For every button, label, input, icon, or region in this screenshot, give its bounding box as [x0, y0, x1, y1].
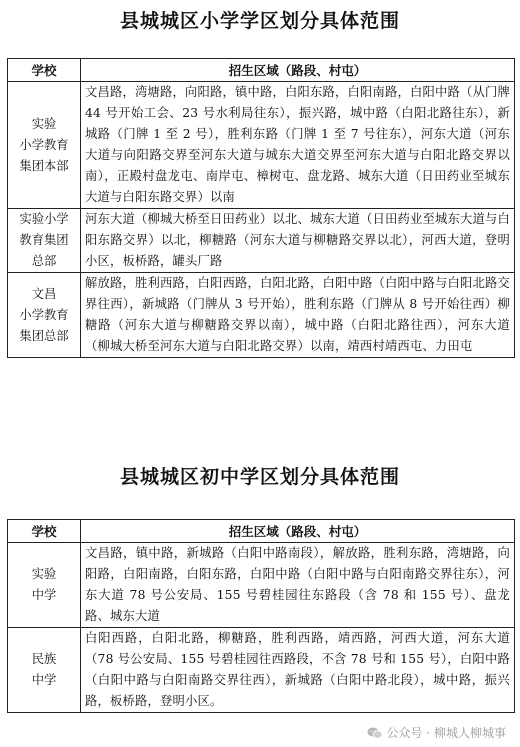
enrollment-area: 解放路，胜利西路，白阳西路，白阳北路，白阳中路（白阳中路与白阳北路交界往西），新城路（门牌从 3 号开始），胜利东路（门牌从 8 号开始往西）柳糖路（河东大道与柳糖路交界以南），城中路（白阳北路往西），河东大道（柳城大桥至河东大道与白阳北路交界）以南，靖西村靖西屯、力田屯 — [81, 273, 515, 358]
primary-school-district-table — [7, 58, 515, 358]
header-area: 招生区域（路段、村屯） — [81, 59, 515, 82]
middle-school-district-table — [7, 519, 515, 713]
table-row — [8, 273, 515, 358]
watermark — [367, 724, 506, 741]
table-row — [8, 543, 515, 628]
table-header-row — [8, 520, 515, 543]
middle-school-title: 县城城区初中学区划分具体范围 — [119, 466, 400, 488]
header-area: 招生区域（路段、村屯） — [81, 520, 515, 543]
enrollment-area: 文昌路，湾塘路，向阳路，镇中路，白阳东路，白阳南路，白阳中路（从门牌 44 号开始工会、23 号水利局往东），振兴路，城中路（白阳北路往东），新城路（门牌 1 至 2 号），胜利东路（门牌 1 至 7 号往东），河东大道（河东大道与向阳路交界至河东大道与城东大道交界至河东大道与白阳北路交界以南），正殿村盘龙屯、南岸屯、樟树屯、盘龙路、城东大道（日田药业至城东大道与白阳东路交界）以南 — [81, 82, 515, 209]
header-school: 学校 — [8, 520, 81, 543]
enrollment-area: 河东大道（柳城大桥至日田药业）以北、城东大道（日田药业至城东大道与白阳东路交界）以北，柳糖路（河东大道与柳糖路交界以北），河西大道，登明小区，板桥路，罐头厂路 — [81, 209, 515, 273]
wechat-icon — [367, 727, 383, 739]
table-row — [8, 209, 515, 273]
primary-school-title: 县城城区小学学区划分具体范围 — [119, 10, 400, 32]
school-name: 文昌 小学教育 集团总部 — [8, 273, 81, 358]
school-name: 实验 小学教育 集团本部 — [8, 82, 81, 209]
school-name: 民族 中学 — [8, 628, 81, 713]
watermark-text: 公众号 · 柳城人柳城事 — [386, 726, 506, 740]
header-school: 学校 — [8, 59, 81, 82]
enrollment-area: 白阳西路，白阳北路，柳糖路，胜利西路，靖西路，河西大道，河东大道（78 号公安局、155 号碧桂园往西路段，不含 78 号和 155 号），白阳中路（白阳中路与白阳南路交界往西），新城路（白阳中路北段），城中路，振兴路，板桥路，登明小区。 — [81, 628, 515, 713]
school-name: 实验小学 教育集团 总部 — [8, 209, 81, 273]
school-name: 实验 中学 — [8, 543, 81, 628]
table-row — [8, 628, 515, 713]
table-header-row — [8, 59, 515, 82]
enrollment-area: 文昌路，镇中路，新城路（白阳中路南段），解放路，胜利东路，湾塘路，向阳路，白阳南路，白阳东路，白阳中路（白阳中路与白阳南路交界往东），河东大道 78 号公安局、155 号碧桂园往东路段（含 78 和 155 号）、盘龙路、城东大道 — [81, 543, 515, 628]
table-row — [8, 82, 515, 209]
